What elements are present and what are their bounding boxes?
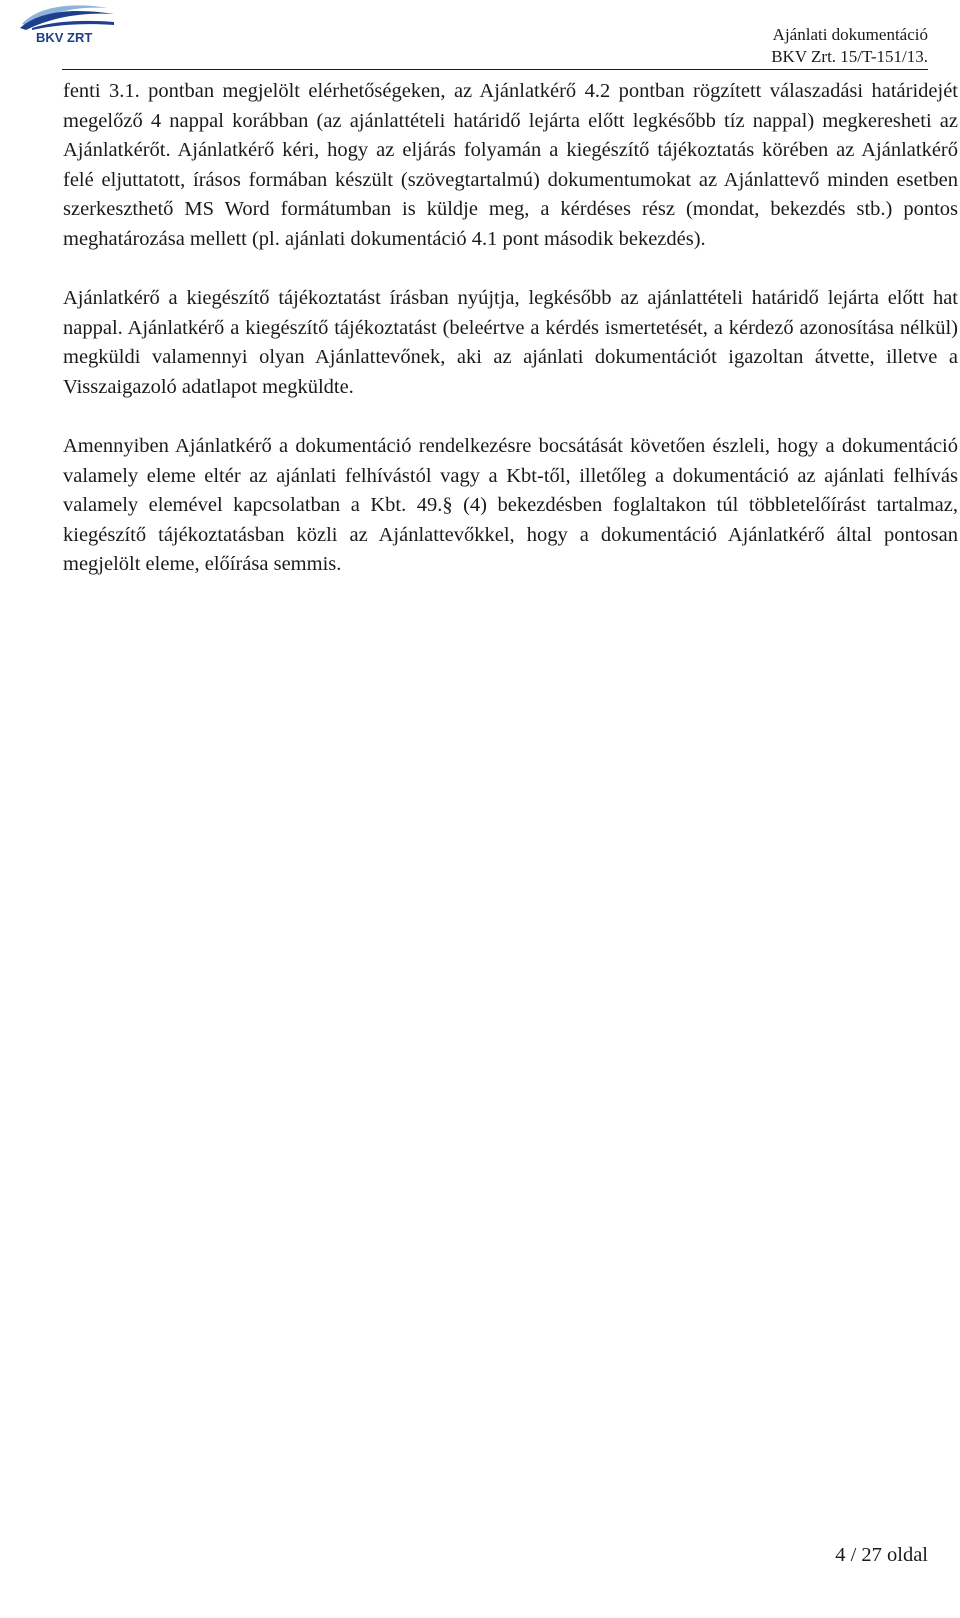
page-number: 4 / 27 oldal: [835, 1544, 928, 1566]
section-4-3-text: Amennyiben Ajánlatkérő a dokumentáció rendelkezésre bocsátását követően észleli, hogy a dokumentáció valamely eleme eltér az ajánlati felhívástól vagy a Kbt-től, illetőleg a dokumentáció az ajánlati felhívás valamely elemével kapcsolatban a Kbt. 49.§ (4) bekezdésben foglaltakon túl többletelőírást tartalmaz, kiegészítő tájékoztatásban közli az Ajánlattevőkkel, hogy a dokumentáció Ajánlatkérő által pontosan megjelölt eleme, előírása semmis.: [63, 435, 958, 575]
section-text: [63, 432, 958, 580]
logo-text: BKV ZRT: [36, 30, 93, 45]
intro-paragraph: fenti 3.1. pontban megjelölt elérhetőségeken, az Ajánlatkérő 4.2 pontban rögzített válaszadási határidejét megelőző 4 nappal korábban (az ajánlattételi határidő lejárta előtt legkésőbb tíz nappal) megkeresheti az Ajánlatkérőt. Ajánlatkérő kéri, hogy az eljárás folyamán a kiegészítő tájékoztatás körében az Ajánlatkérő felé eljuttatott, írásos formában készült (szövegtartalmú) dokumentumokat az Ajánlattevő minden esetben szerkeszthető MS Word formátumban is küldje meg, a kérdéses rész (mondat, bekezdés stb.) pontos meghatározása mellett (pl. ajánlati dokumentáció 4.1 pont második bekezdés).: [63, 80, 958, 250]
document-body: [63, 77, 958, 580]
header-divider: [62, 69, 928, 70]
document-reference: BKV Zrt. 15/T-151/13.: [771, 47, 928, 66]
section-4-3: [63, 432, 958, 580]
page-header: [0, 0, 960, 78]
section-4-2: [63, 284, 958, 402]
section-text: [63, 284, 958, 402]
header-document-info: [771, 24, 928, 68]
document-title: Ajánlati dokumentáció: [772, 25, 928, 44]
bkv-logo: [18, 2, 118, 46]
section-4-2-text: Ajánlatkérő a kiegészítő tájékoztatást írásban nyújtja, legkésőbb az ajánlattételi határidő lejárta előtt hat nappal. Ajánlatkérő a kiegészítő tájékoztatást (beleértve a kérdés ismertetését, a kérdező azonosítása nélkül) megküldi valamennyi olyan Ajánlattevőnek, aki az ajánlati dokumentációt igazoltan átvette, illetve a Visszaigazoló adatlapot megküldte.: [63, 287, 958, 398]
